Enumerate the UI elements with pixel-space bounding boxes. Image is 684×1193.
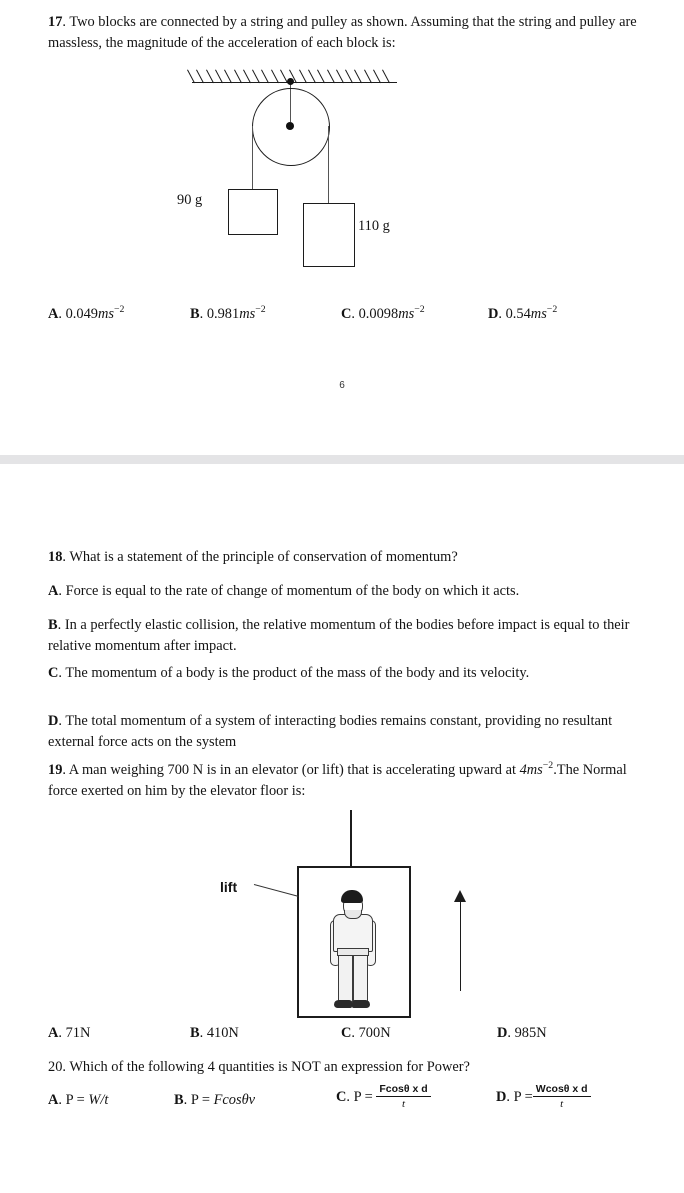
page-separator <box>0 455 684 464</box>
string-left-segment <box>252 126 253 189</box>
person-belt <box>337 948 369 956</box>
question-17-option-b-value: 0.981 <box>206 306 240 322</box>
question-20-number-separator: . <box>62 1059 70 1075</box>
question-20-option-c-lhs: P = <box>353 1088 377 1105</box>
lift-leader-line <box>254 884 299 897</box>
question-20-option-c-label: C <box>336 1088 347 1105</box>
question-20-option-a-rhs: W/t <box>88 1092 109 1108</box>
question-18-number-separator: . <box>62 549 70 565</box>
question-18-option-b-line2: impact is equal to their relative momentum after impact. <box>48 617 630 654</box>
question-19-option-c-label: C <box>341 1025 352 1041</box>
question-17-option-c-unit: ms <box>398 306 415 322</box>
pulley-figure <box>177 60 440 275</box>
acceleration-arrow-shaft <box>460 898 461 991</box>
lift-label: lift <box>220 879 238 895</box>
elevator-figure <box>210 806 500 1016</box>
question-18-option-b[interactable]: B. In a perfectly elastic collision, the relative momentum of the bodies before impact is equal to their relative momentum after impact. <box>48 617 630 654</box>
lift-cable <box>350 810 352 868</box>
question-20-option-d-lhs: P = <box>513 1088 533 1105</box>
question-18-option-d-line2: providing no resultant external force acts on the system <box>48 713 613 750</box>
block-right <box>303 203 355 267</box>
question-18-number: 18 <box>48 549 63 565</box>
question-20-option-c-numerator: Fcosθ x d <box>376 1083 430 1097</box>
question-18-option-c[interactable]: C. The momentum of a body is the product of the mass of the body and its velocity. <box>48 665 530 681</box>
question-18-option-d-label: D <box>48 713 59 729</box>
question-17-option-d-label: D <box>488 306 499 322</box>
document-page-1 <box>0 0 684 455</box>
question-20-option-b[interactable]: B. P = Fcosθv <box>174 1092 256 1108</box>
question-17-option-b-exponent: −2 <box>255 304 266 316</box>
question-18-option-a-label: A <box>48 583 59 599</box>
question-20-stem <box>48 1057 648 1078</box>
question-19-option-a-label: A <box>48 1025 59 1041</box>
question-19-option-c-value: 700N <box>358 1025 391 1041</box>
question-17-option-d-unit: ms <box>530 306 547 322</box>
person-torso <box>333 914 373 952</box>
person-figure <box>325 890 379 1010</box>
question-19-number-separator: . <box>62 762 69 778</box>
question-17-option-c[interactable]: C. $0.0098ms^{-2}$ <box>341 304 425 322</box>
question-19-acceleration-exponent: −2 <box>542 760 554 772</box>
question-20-option-c[interactable]: C. P = $\frac{\text{Fcosθ x d}}{t}$ <box>336 1084 431 1111</box>
question-19-stem <box>48 760 648 802</box>
page-number: 6 <box>339 380 345 391</box>
question-19-option-b-label: B <box>190 1025 200 1041</box>
question-17-option-d[interactable]: D. $0.54ms^{-2}$ <box>488 304 558 322</box>
question-19-acceleration-unit: ms <box>526 762 543 778</box>
question-19-option-c[interactable]: C. 700N <box>341 1025 391 1041</box>
question-17-option-b[interactable]: B. $0.981ms^{-2}$ <box>190 304 266 322</box>
question-18-option-b-line1: In a perfectly elastic collision, the relative momentum of the bodies before <box>64 617 494 633</box>
question-18-option-d-line1: The total momentum of a system of interacting bodies remains constant, <box>65 713 482 729</box>
question-19-text-line2: .The Normal force exerted on him by the elevator floor is: <box>48 762 627 799</box>
question-17-option-a[interactable]: A. $0.049ms^{-2}$ <box>48 304 125 322</box>
question-17-option-d-exponent: −2 <box>546 304 558 316</box>
question-17-text-line2: string and pulley are massless, the magnitude of the acceleration of each block is: <box>48 14 637 51</box>
question-17-option-c-value: 0.0098 <box>358 306 399 322</box>
question-17-option-d-value: 0.54 <box>505 306 531 322</box>
question-20-option-c-denominator: t <box>402 1098 406 1110</box>
question-18-option-c-label: C <box>48 665 59 681</box>
question-19-number: 19 <box>48 762 63 778</box>
string-right-segment <box>328 126 329 203</box>
question-17-option-c-label: C <box>341 306 352 322</box>
question-20-option-d-fraction <box>533 1083 591 1110</box>
question-20-option-a[interactable]: A. P = W/t <box>48 1092 109 1108</box>
question-20-option-d-denominator: t <box>560 1098 564 1110</box>
question-18-stem <box>48 547 648 568</box>
question-17-option-a-exponent: −2 <box>114 304 125 316</box>
question-19-text-line1: A man weighing 700 N is in an elevator (or lift) that is accelerating upward at <box>68 762 516 778</box>
question-19-option-d[interactable]: D. 985N <box>497 1025 547 1041</box>
question-18-option-c-line2: velocity. <box>480 665 530 681</box>
question-17-stem <box>48 12 648 54</box>
question-19-option-d-label: D <box>497 1025 508 1041</box>
ceiling-anchor-dot-icon <box>287 78 294 85</box>
question-18-option-c-line1: The momentum of a body is the product of the mass of the body and its <box>65 665 477 681</box>
question-18-option-a[interactable]: A. Force is equal to the rate of change of momentum of the body on which it acts. <box>48 583 520 599</box>
person-leg-right <box>353 953 368 1003</box>
question-19-option-b-value: 410N <box>206 1025 239 1041</box>
question-17-option-c-exponent: −2 <box>414 304 425 316</box>
question-20-option-c-fraction <box>376 1083 430 1110</box>
question-20-option-d-numerator: Wcosθ x d <box>533 1083 591 1097</box>
question-18-option-d[interactable]: D. The total momentum of a system of interacting bodies remains constant, providing no resultant external force acts on the system <box>48 713 613 750</box>
question-19-option-b[interactable]: B. 410N <box>190 1025 239 1041</box>
acceleration-arrow-head-icon <box>454 890 466 902</box>
question-20-option-d-label: D <box>496 1088 507 1105</box>
person-hair <box>341 890 363 903</box>
question-20-option-b-lhs: P = <box>190 1092 214 1108</box>
question-19-acceleration-value: 4 <box>519 762 527 778</box>
question-19-option-a[interactable]: A. 71N <box>48 1025 91 1041</box>
person-leg-left <box>338 953 353 1003</box>
question-17-option-b-unit: ms <box>239 306 256 322</box>
question-17-option-b-label: B <box>190 306 200 322</box>
person-shoe-right <box>352 1000 370 1008</box>
person-shoe-left <box>334 1000 352 1008</box>
block-left <box>228 189 278 235</box>
question-17-number-separator: . <box>62 14 70 30</box>
question-17-option-a-unit: ms <box>98 306 114 322</box>
pulley-axle-dot-icon <box>286 122 294 130</box>
question-20-option-b-label: B <box>174 1092 184 1108</box>
question-17-option-a-value: 0.049 <box>65 306 98 322</box>
question-17-number: 17 <box>48 14 63 30</box>
question-20-option-a-label: A <box>48 1092 59 1108</box>
block-left-mass-label: 90 g <box>177 192 203 208</box>
question-20-option-a-lhs: P = <box>65 1092 89 1108</box>
question-18-option-a-line1: Force is equal to the rate of change of momentum of the body on which it acts. <box>65 583 520 599</box>
hatch-stroke <box>187 70 195 84</box>
question-19-option-a-value: 71N <box>65 1025 91 1041</box>
question-18-text: What is a statement of the principle of conservation of momentum? <box>69 549 458 565</box>
question-20-option-d[interactable]: D. P = $\frac{\text{Wcosθ x d}}{t}$ <box>496 1084 591 1111</box>
question-18-option-b-label: B <box>48 617 58 633</box>
block-right-mass-label: 110 g <box>358 218 390 234</box>
question-19-option-d-value: 985N <box>514 1025 547 1041</box>
question-17-option-a-label: A <box>48 306 59 322</box>
question-20-option-b-rhs: Fcosθv <box>213 1092 256 1108</box>
document-page-2 <box>0 464 684 1193</box>
question-17-text-line1: Two blocks are connected by a string and pulley as shown. Assuming that the <box>69 14 516 30</box>
question-20-number: 20 <box>48 1059 63 1075</box>
question-20-text: Which of the following 4 quantities is NOT an expression for Power? <box>69 1059 470 1075</box>
